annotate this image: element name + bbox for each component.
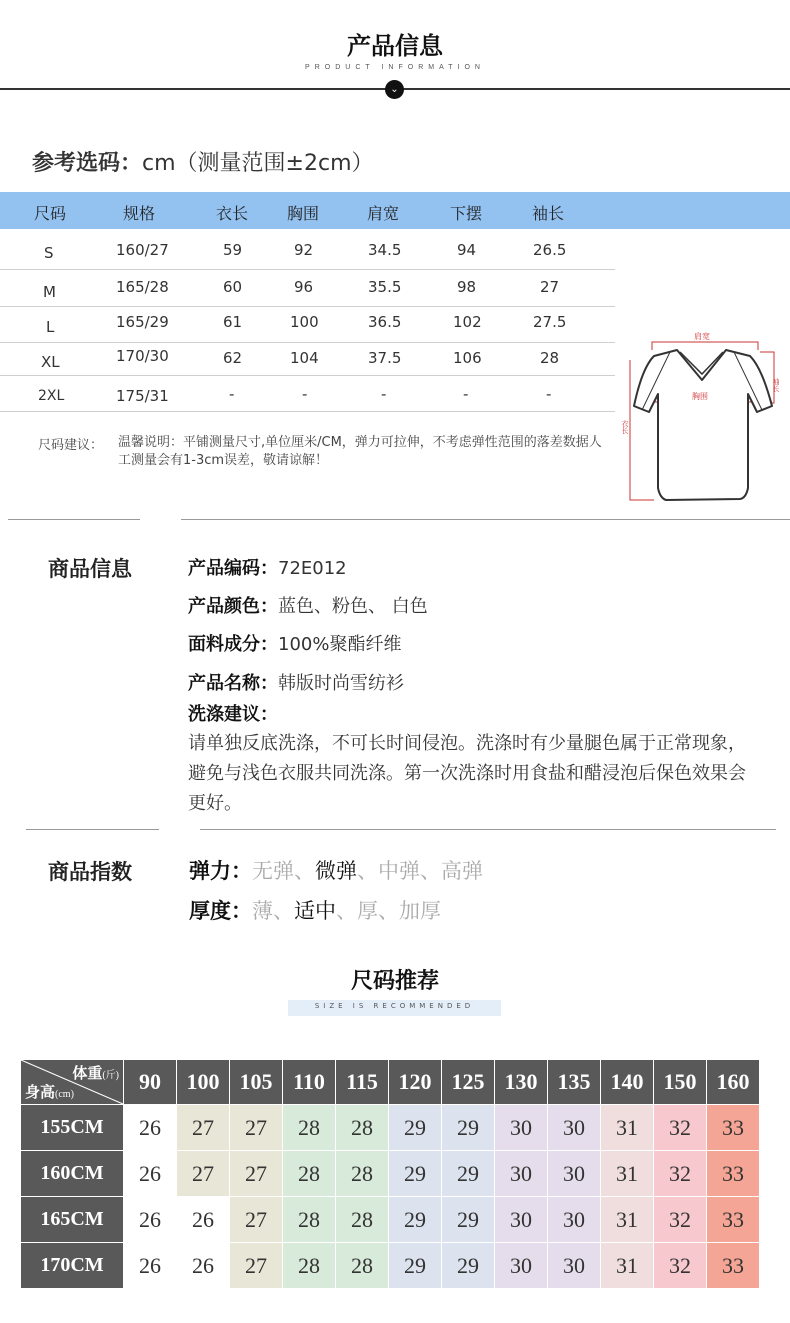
size-cell: 29: [389, 1197, 442, 1243]
separator: 、: [420, 859, 441, 883]
size-recommend-table: [20, 1059, 760, 1289]
size-cell: 32: [654, 1243, 707, 1289]
size-recommend-title: 尺码推荐: [350, 969, 439, 994]
size-cell: 106: [453, 349, 482, 367]
size-reference-unit: cm（测量范围±2cm）: [142, 151, 374, 176]
section-divider: [26, 829, 159, 830]
size-cell: 92: [294, 241, 314, 259]
size-cell: 62: [223, 349, 243, 367]
size-cell: 29: [442, 1243, 495, 1289]
size-col-header: 衣长: [216, 204, 249, 223]
size-cell: 27: [540, 278, 560, 296]
size-cell: M: [43, 283, 56, 301]
size-cell: 31: [601, 1243, 654, 1289]
size-cell: 160/27: [116, 241, 169, 259]
size-cell: 165/29: [116, 313, 169, 331]
size-cell: -: [302, 385, 308, 403]
size-cell: 36.5: [368, 313, 402, 331]
corner-height: [25, 1081, 74, 1102]
size-cell: 35.5: [368, 278, 402, 296]
size-cell: 30: [548, 1197, 601, 1243]
size-cell: 94: [457, 241, 477, 259]
section-divider: [181, 519, 790, 520]
weight-header: 105: [230, 1060, 283, 1105]
size-col-header: 下摆: [450, 204, 483, 223]
diagram-length-label: 衣长: [621, 420, 629, 434]
size-reference: [32, 146, 374, 177]
size-cell: 29: [442, 1197, 495, 1243]
size-cell: 59: [223, 241, 243, 259]
size-cell: 31: [601, 1197, 654, 1243]
size-tip-text: 温馨说明：平铺测量尺寸,单位厘米/CM，弹力可拉伸，不考虑弹性范围的落差数据人工测量会有1-3cm误差，敬请谅解！: [118, 435, 602, 468]
size-cell: 32: [654, 1105, 707, 1151]
size-cell: XL: [41, 353, 60, 371]
elasticity-label: 弹力：: [189, 859, 252, 883]
size-cell: 2XL: [38, 388, 65, 404]
separator: 、: [294, 859, 315, 883]
size-cell: 27: [230, 1243, 283, 1289]
size-cell: 28: [283, 1105, 336, 1151]
product-color-label: 产品颜色：: [188, 596, 278, 617]
elasticity-option: 无弹: [252, 859, 294, 883]
size-cell: 29: [389, 1105, 442, 1151]
size-cell: 26: [177, 1243, 230, 1289]
diagram-chest-label: 胸围: [692, 392, 708, 401]
size-cell: 37.5: [368, 349, 402, 367]
size-cell: 33: [707, 1105, 760, 1151]
size-cell: 102: [453, 313, 482, 331]
thickness-option-selected: 适中: [294, 899, 336, 923]
weight-header: 130: [495, 1060, 548, 1105]
separator: 、: [378, 899, 399, 923]
size-table-row: [0, 343, 615, 376]
product-info-title: 商品信息: [48, 557, 132, 581]
height-header: 165CM: [21, 1197, 124, 1243]
elasticity-option: 高弹: [441, 859, 483, 883]
separator: 、: [336, 899, 357, 923]
size-cell: 34.5: [368, 241, 402, 259]
size-cell: -: [381, 385, 387, 403]
corner-height-label: 身高: [25, 1085, 56, 1101]
product-fabric-value: 100%聚酯纤维: [278, 634, 402, 655]
size-recommend-subtitle: SIZE IS RECOMMENDED: [314, 1002, 475, 1010]
size-cell: 170/30: [116, 347, 169, 365]
size-cell: 104: [290, 349, 319, 367]
height-header: 160CM: [21, 1151, 124, 1197]
size-cell: 26: [124, 1105, 177, 1151]
size-cell: 27.5: [533, 313, 567, 331]
size-cell: 165/28: [116, 278, 169, 296]
size-cell: 29: [389, 1243, 442, 1289]
elasticity-row: [189, 855, 483, 885]
product-name-label: 产品名称：: [188, 673, 278, 694]
size-table-row: [0, 229, 615, 270]
size-table-header: [0, 192, 790, 229]
separator: 、: [273, 899, 294, 923]
thickness-option: 加厚: [399, 899, 441, 923]
size-col-header: 尺码: [34, 204, 67, 223]
size-cell: 27: [230, 1151, 283, 1197]
size-cell: 98: [457, 278, 477, 296]
size-cell: 61: [223, 313, 243, 331]
height-header: 170CM: [21, 1243, 124, 1289]
size-cell: 30: [548, 1243, 601, 1289]
size-cell: 26: [124, 1243, 177, 1289]
weight-header: 150: [654, 1060, 707, 1105]
size-cell: 27: [230, 1105, 283, 1151]
size-cell: 27: [177, 1151, 230, 1197]
section-divider: [200, 829, 776, 830]
size-cell: -: [229, 385, 235, 403]
size-cell: 32: [654, 1151, 707, 1197]
size-cell: 26: [124, 1151, 177, 1197]
size-cell: 26: [177, 1197, 230, 1243]
size-cell: 30: [495, 1197, 548, 1243]
size-cell: 28: [540, 349, 560, 367]
wash-label: 洗涤建议：: [188, 704, 278, 725]
size-cell: 28: [336, 1243, 389, 1289]
size-cell: 33: [707, 1243, 760, 1289]
size-cell: 29: [442, 1105, 495, 1151]
thickness-option: 薄: [252, 899, 273, 923]
page-title: 产品信息: [347, 32, 443, 60]
size-col-header: 胸围: [287, 204, 320, 223]
size-cell: 175/31: [116, 387, 169, 405]
weight-header-row: [21, 1060, 760, 1105]
wash-text: 请单独反底洗涤，不可长时间侵泡。洗涤时有少量腿色属于正常现象，避免与浅色衣服共同洗涤。第一次洗涤时用食盐和醋浸泡后保色效果会更好。: [188, 733, 746, 814]
size-cell: 28: [336, 1197, 389, 1243]
size-cell: 31: [601, 1151, 654, 1197]
section-divider: [8, 519, 140, 520]
size-cell: 30: [495, 1151, 548, 1197]
elasticity-option: 中弹: [378, 859, 420, 883]
product-fabric-label: 面料成分：: [188, 634, 278, 655]
product-code-label: 产品编码：: [188, 558, 278, 579]
weight-header: 160: [707, 1060, 760, 1105]
size-cell: 28: [283, 1151, 336, 1197]
weight-header: 90: [124, 1060, 177, 1105]
size-cell: 28: [336, 1151, 389, 1197]
size-cell: S: [44, 244, 54, 262]
product-fabric-row: [188, 630, 401, 656]
weight-header: 100: [177, 1060, 230, 1105]
corner-weight-unit: (斤): [102, 1070, 119, 1081]
corner-weight: [72, 1062, 119, 1083]
product-color-row: [188, 592, 428, 618]
size-col-header: 规格: [123, 204, 156, 223]
chevron-down-icon: ⌄: [385, 80, 404, 99]
weight-header: 135: [548, 1060, 601, 1105]
weight-header: 115: [336, 1060, 389, 1105]
size-cell: 32: [654, 1197, 707, 1243]
size-cell: 33: [707, 1197, 760, 1243]
product-name-value: 韩版时尚雪纺衫: [278, 673, 404, 694]
size-cell: 28: [283, 1197, 336, 1243]
thickness-option: 厚: [357, 899, 378, 923]
size-cell: 26: [124, 1197, 177, 1243]
size-cell: 27: [230, 1197, 283, 1243]
diagram-sleeve-label: 袖长: [772, 378, 780, 392]
weight-header: 125: [442, 1060, 495, 1105]
size-reference-label: 参考选码：: [32, 151, 143, 176]
size-cell: 31: [601, 1105, 654, 1151]
height-row: [21, 1151, 760, 1197]
size-table-row: [0, 270, 615, 307]
tshirt-measurement-diagram: [622, 328, 790, 506]
size-cell: 28: [283, 1243, 336, 1289]
size-col-header: 肩宽: [367, 204, 400, 223]
elasticity-option-selected: 微弹: [315, 859, 357, 883]
size-cell: 33: [707, 1151, 760, 1197]
size-cell: 96: [294, 278, 314, 296]
corner-weight-label: 体重: [72, 1066, 103, 1082]
size-cell: 100: [290, 313, 319, 331]
thickness-label: 厚度：: [189, 899, 252, 923]
size-cell: 30: [495, 1243, 548, 1289]
diagram-shoulder-label: 肩宽: [694, 332, 710, 341]
weight-header: 110: [283, 1060, 336, 1105]
height-row: [21, 1197, 760, 1243]
corner-height-unit: (cm): [55, 1089, 74, 1100]
product-index-title: 商品指数: [48, 860, 132, 884]
size-table-row: [0, 307, 615, 343]
page-subtitle: PRODUCT INFORMATION: [305, 64, 485, 71]
height-header: 155CM: [21, 1105, 124, 1151]
height-row: [21, 1105, 760, 1151]
thickness-row: [189, 895, 441, 925]
weight-header: 140: [601, 1060, 654, 1105]
separator: 、: [357, 859, 378, 883]
size-cell: -: [546, 385, 552, 403]
size-cell: 29: [442, 1151, 495, 1197]
size-cell: 26.5: [533, 241, 567, 259]
table-corner: [21, 1060, 124, 1105]
size-cell: 28: [336, 1105, 389, 1151]
size-cell: -: [463, 385, 469, 403]
product-code-value: 72E012: [278, 558, 347, 579]
size-cell: 60: [223, 278, 243, 296]
size-col-header: 袖长: [532, 204, 565, 223]
size-cell: L: [46, 318, 55, 336]
weight-header: 120: [389, 1060, 442, 1105]
wash-label-row: [188, 700, 278, 726]
size-cell: 30: [548, 1151, 601, 1197]
size-cell: 30: [495, 1105, 548, 1151]
product-name-row: [188, 669, 404, 695]
size-cell: 30: [548, 1105, 601, 1151]
product-code-row: [188, 554, 347, 580]
height-row: [21, 1243, 760, 1289]
product-color-value: 蓝色、粉色、 白色: [278, 596, 428, 617]
size-cell: 29: [389, 1151, 442, 1197]
size-tip-label: 尺码建议：: [38, 438, 104, 453]
size-cell: 27: [177, 1105, 230, 1151]
size-table-row: [0, 376, 615, 412]
